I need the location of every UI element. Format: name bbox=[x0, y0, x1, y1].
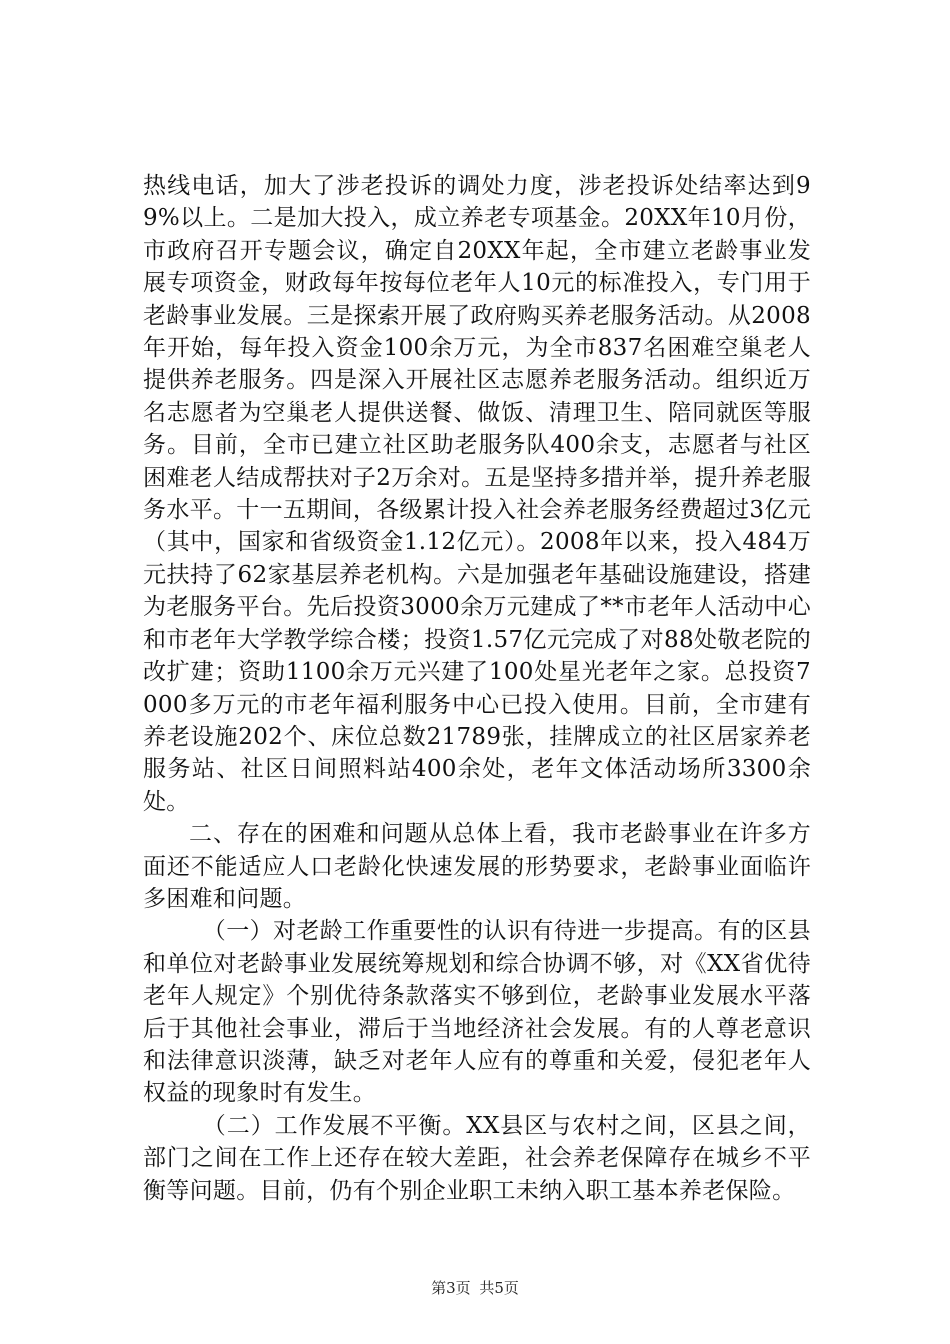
document-body bbox=[143, 170, 811, 1207]
page-footer bbox=[0, 1278, 950, 1298]
paragraph-section-two-heading: 二、存在的困难和问题从总体上看，我市老龄事业在许多方面还不能适应人口老龄化快速发展的形势要求，老龄事业面临许多困难和问题。 bbox=[143, 821, 811, 912]
paragraph-continued-measures: 热线电话，加大了涉老投诉的调处力度，涉老投诉处结率达到99%以上。二是加大投入，成立养老专项基金。20XX年10月份，市政府召开专题会议，确定自20XX年起，全市建立老龄事业发展专项资金，财政每年按每位老年人10元的标准投入，专门用于老龄事业发展。三是探索开展了政府购买养老服务活动。从2008年开始，每年投入资金100余万元，为全市837名困难空巢老人提供养老服务。四是深入开展社区志愿养老服务活动。组织近万名志愿者为空巢老人提供送餐、做饭、清理卫生、陪同就医等服务。目前，全市已建立社区助老服务队400余支，志愿者与社区困难老人结成帮扶对子2万余对。五是坚持多措并举，提升养老服务水平。十一五期间，各级累计投入社会养老服务经费超过3亿元（其中，国家和省级资金1.12亿元）。2008年以来，投入484万元扶持了62家基层养老机构。六是加强老年基础设施建设，搭建为老服务平台。先后投资3000余万元建成了**市老年人活动中心和市老年大学教学综合楼；投资1.57亿元完成了对88处敬老院的改扩建；资助1100余万元兴建了100处星光老年之家。总投资7000多万元的市老年福利服务中心已投入使用。目前，全市建有养老设施202个、床位总数21789张，挂牌成立的社区居家养老服务站、社区日间照料站400余处，老年文体活动场所3300余处。 bbox=[143, 173, 811, 815]
paragraph-subsection-one: （一）对老龄工作重要性的认识有待进一步提高。有的区县和单位对老龄事业发展统筹规划和综合协调不够，对《XX省优待老年人规定》个别优待条款落实不够到位，老龄事业发展水平落后于其他社会事业，滞后于当地经济社会发展。有的人尊老意识和法律意识淡薄，缺乏对老年人应有的尊重和关爱，侵犯老年人权益的现象时有发生。 bbox=[143, 918, 811, 1107]
current-page-number: 第3页 bbox=[431, 1279, 471, 1297]
paragraph-subsection-two: （二）工作发展不平衡。XX县区与农村之间，区县之间，部门之间在工作上还存在较大差距，社会养老保障存在城乡不平衡等问题。目前，仍有个别企业职工未纳入职工基本养老保险。 bbox=[143, 1112, 811, 1204]
total-page-count: 共5页 bbox=[479, 1279, 519, 1297]
